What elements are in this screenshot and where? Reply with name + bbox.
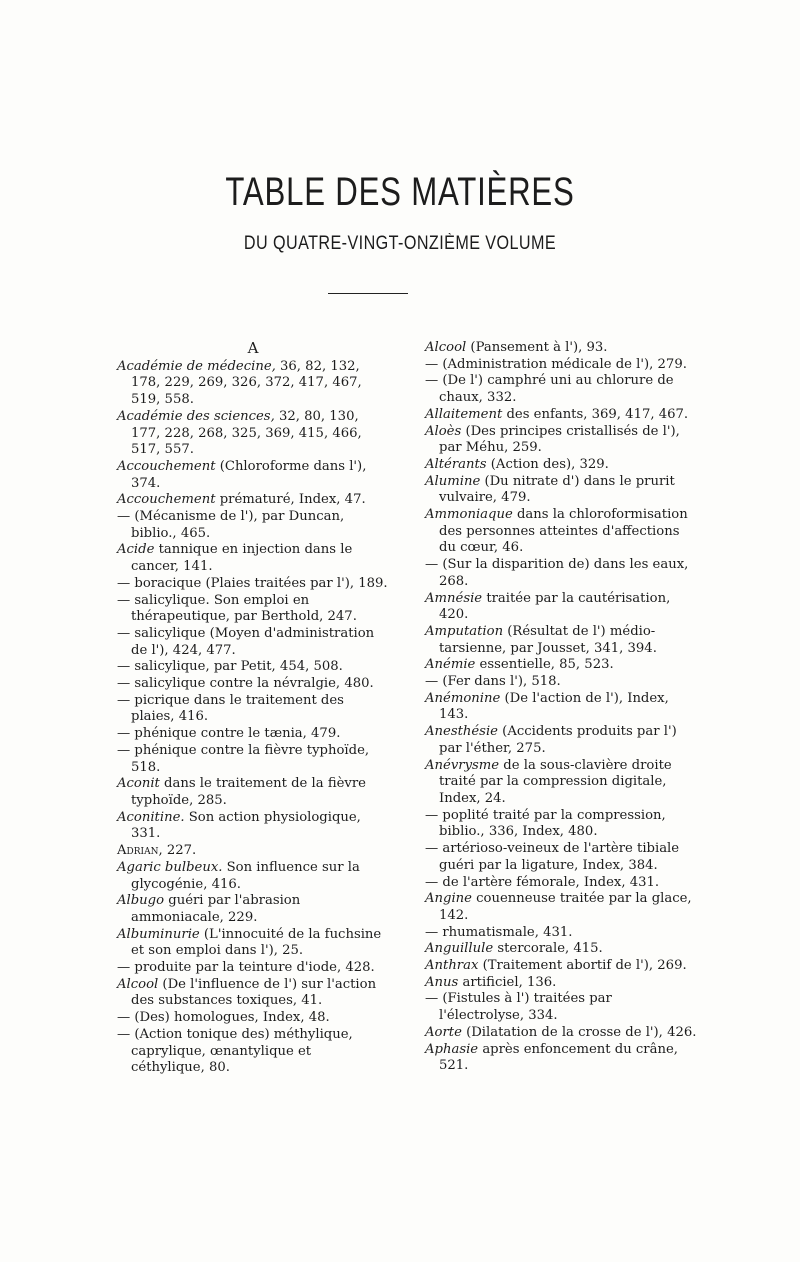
- index-entry: [117, 626, 389, 659]
- entry-text: Son influence sur la glycogénie, 416.: [131, 859, 360, 892]
- entry-text: — boracique (Plaies traitées par l'), 189.: [117, 575, 388, 591]
- entry-text: — (Administration médicale de l'), 279.: [425, 356, 687, 372]
- entry-text: — (Fistules à l') traitées par l'électrolyse, 334.: [425, 991, 612, 1024]
- entry-text: (Pansement à l'), 93.: [466, 340, 608, 355]
- entry-text: — phénique contre la fièvre typhoïde, 518.: [117, 742, 370, 775]
- section-letter: A: [247, 339, 259, 357]
- index-entry: [117, 843, 389, 860]
- entry-text: — salicylique. Son emploi en thérapeutique, par Berthold, 247.: [117, 592, 357, 625]
- entry-heading: Alumine: [425, 473, 481, 489]
- entry-text: (Traitement abortif de l'), 269.: [478, 958, 687, 974]
- entry-text: (Action des), 329.: [486, 456, 609, 472]
- index-entry: [425, 624, 697, 657]
- entry-text: — salicylique, par Petit, 454, 508.: [117, 659, 343, 675]
- entry-heading: Adrian,: [117, 843, 163, 859]
- entry-text: (Dilatation de la crosse de l'), 426.: [461, 1024, 697, 1040]
- index-entry: [117, 542, 389, 575]
- entry-text: — salicylique contre la névralgie, 480.: [117, 676, 374, 692]
- index-entry: [117, 409, 389, 459]
- index-entry: [425, 1042, 697, 1075]
- index-entry: [425, 691, 697, 724]
- entry-text: de la sous-clavière droite traité par la compression digitale, Index, 24.: [439, 757, 672, 806]
- entry-text: — phénique contre le tænia, 479.: [117, 726, 341, 742]
- entry-text: dans le traitement de la fièvre typhoïde, 285.: [131, 776, 366, 808]
- entry-text: — artérioso-veineux de l'artère tibiale guéri par la ligature, Index, 384.: [425, 841, 680, 873]
- entry-heading: Anguillule: [425, 941, 494, 957]
- entry-heading: Altérants: [425, 456, 487, 472]
- entry-text: (Accidents produits par l') par l'éther, 275.: [439, 724, 677, 756]
- entry-heading: Anémonine: [425, 690, 501, 706]
- index-entry: [117, 459, 389, 492]
- entry-heading: Anus: [425, 974, 459, 990]
- entry-text: — (Mécanisme de l'), par Duncan, biblio., 465.: [117, 509, 345, 541]
- entry-heading: Anesthésie: [425, 724, 498, 740]
- index-entry: [425, 841, 697, 874]
- entry-text: — (Fer dans l'), 518.: [425, 674, 561, 690]
- entry-text: 227.: [162, 843, 197, 859]
- index-entry: [425, 340, 697, 357]
- entry-text: dans la chloroformisation des personnes atteintes d'affections du cœur, 46.: [439, 507, 688, 556]
- entry-text: 36, 82, 132, 178, 229, 269, 326, 372, 417, 467, 519, 558.: [131, 358, 362, 408]
- index-entry: [117, 810, 389, 843]
- index-entry: [117, 693, 389, 726]
- index-entry: [117, 676, 389, 693]
- entry-text: — (Des) homologues, Index, 48.: [117, 1010, 330, 1026]
- index-entry: [425, 958, 697, 975]
- index-entry: [425, 991, 697, 1024]
- entry-heading: Aloès: [425, 423, 462, 439]
- entry-text: Son action physiologique, 331.: [131, 809, 361, 842]
- entry-text: traitée par la cautérisation, 420.: [439, 590, 671, 623]
- entry-heading: Aconitine.: [117, 809, 185, 825]
- entry-heading: Aorte: [425, 1024, 462, 1040]
- index-entry: [117, 776, 389, 809]
- entry-text: — (De l') camphré uni au chlorure de chaux, 332.: [425, 373, 674, 406]
- entry-heading: Amputation: [425, 623, 504, 639]
- entry-text: — poplité traité par la compression, biblio., 336, Index, 480.: [425, 807, 666, 840]
- entry-heading: Accouchement: [117, 458, 216, 474]
- entry-heading: Albugo: [117, 893, 165, 909]
- entry-text: (L'innocuité de la fuchsine et son emploi dans l'), 25.: [131, 926, 382, 959]
- index-entry: [117, 509, 389, 542]
- entry-heading: Alcool: [425, 340, 467, 355]
- entry-text: prématuré, Index, 47.: [215, 492, 366, 508]
- index-entry: [117, 1010, 389, 1027]
- entry-text: — de l'artère fémorale, Index, 431.: [425, 874, 660, 890]
- entry-text: stercorale, 415.: [493, 941, 603, 957]
- entry-heading: Aconit: [117, 776, 160, 792]
- entry-text: (Du nitrate d') dans le prurit vulvaire, 479.: [439, 473, 675, 506]
- entry-text: couenneuse traitée par la glace, 142.: [439, 891, 692, 923]
- index-entry: [425, 373, 697, 406]
- index-entry: [425, 674, 697, 691]
- entry-heading: Alcool: [117, 976, 159, 992]
- index-entry: [425, 657, 697, 674]
- entry-heading: Anémie: [425, 657, 476, 673]
- entry-heading: Angine: [425, 891, 472, 907]
- entry-heading: Anévrysme: [425, 757, 500, 773]
- entry-text: (Des principes cristallisés de l'), par Méhu, 259.: [439, 423, 680, 456]
- index-entry: [425, 875, 697, 892]
- entry-text: tannique en injection dans le cancer, 141.: [131, 542, 353, 575]
- index-entry: [117, 593, 389, 626]
- index-entry: [117, 659, 389, 676]
- index-entry: [425, 941, 697, 958]
- entry-list-left: [117, 359, 389, 1077]
- entry-heading: Acide: [117, 542, 155, 558]
- entry-text: essentielle, 85, 523.: [475, 657, 614, 673]
- entry-text: (De l'action de l'), Index, 143.: [439, 690, 669, 723]
- index-entry: [425, 891, 697, 924]
- entry-heading: Allaitement: [425, 406, 503, 422]
- entry-text: (Chloroforme dans l'), 374.: [131, 458, 367, 491]
- index-entry: [117, 743, 389, 776]
- entry-text: — produite par la teinture d'iode, 428.: [117, 960, 375, 976]
- index-entry: [117, 927, 389, 960]
- entry-text: — picrique dans le traitement des plaies, 416.: [117, 692, 344, 725]
- divider-rule: [328, 293, 408, 294]
- index-entry: [425, 557, 697, 590]
- entry-heading: Agaric bulbeux.: [117, 859, 223, 875]
- page-subtitle: DU QUATRE-VINGT-ONZIÈME VOLUME: [243, 233, 557, 254]
- index-column-left: [117, 340, 389, 1077]
- index-column-right: [425, 340, 697, 1075]
- entry-text: (Résultat de l') médio-tarsienne, par Jousset, 341, 394.: [439, 623, 657, 656]
- index-entry: [117, 1027, 389, 1077]
- entry-text: après enfoncement du crâne, 521.: [439, 1041, 678, 1074]
- entry-text: — (Action tonique des) méthylique, caprylique, œnantylique et céthylique, 80.: [117, 1026, 353, 1076]
- entry-text: — (Sur la disparition de) dans les eaux, 268.: [425, 557, 689, 589]
- index-entry: [425, 474, 697, 507]
- index-entry: [425, 724, 697, 757]
- index-entry: [425, 925, 697, 942]
- entry-heading: Amnésie: [425, 590, 483, 606]
- index-entry: [117, 893, 389, 926]
- index-entry: [117, 576, 389, 593]
- entry-heading: Ammoniaque: [425, 507, 513, 523]
- entry-heading: Aphasie: [425, 1041, 479, 1057]
- index-entry: [117, 359, 389, 409]
- index-entry: [117, 860, 389, 893]
- index-entry: [117, 960, 389, 977]
- index-entry: [425, 407, 697, 424]
- index-entry: [425, 975, 697, 992]
- entry-text: (De l'influence de l') sur l'action des substances toxiques, 41.: [131, 976, 377, 1009]
- entry-heading: Académie de médecine,: [117, 358, 276, 374]
- entry-text: artificiel, 136.: [458, 974, 557, 990]
- index-entry: [425, 424, 697, 457]
- index-entry: [425, 1025, 697, 1042]
- entry-text: 32, 80, 130, 177, 228, 268, 325, 369, 415, 466, 517, 557.: [131, 408, 362, 458]
- entry-text: des enfants, 369, 417, 467.: [502, 406, 689, 422]
- entry-text: guéri par l'abrasion ammoniacale, 229.: [131, 893, 301, 925]
- index-entry: [425, 758, 697, 808]
- page-title: TABLE DES MATIÈRES: [225, 170, 575, 214]
- entry-heading: Albuminurie: [117, 926, 200, 942]
- index-entry: [117, 492, 389, 509]
- entry-text: — salicylique (Moyen d'administration de l'), 424, 477.: [117, 625, 375, 658]
- index-entry: [117, 726, 389, 743]
- entry-heading: Académie des sciences,: [117, 408, 275, 424]
- index-entry: [425, 808, 697, 841]
- index-entry: [117, 977, 389, 1010]
- entry-heading: Anthrax: [425, 958, 479, 974]
- index-entry: [425, 457, 697, 474]
- index-entry: [425, 357, 697, 374]
- entry-heading: Accouchement: [117, 492, 216, 508]
- index-entry: [425, 507, 697, 557]
- entry-text: — rhumatismale, 431.: [425, 924, 573, 940]
- entry-list-right: [425, 340, 697, 1075]
- index-entry: [425, 591, 697, 624]
